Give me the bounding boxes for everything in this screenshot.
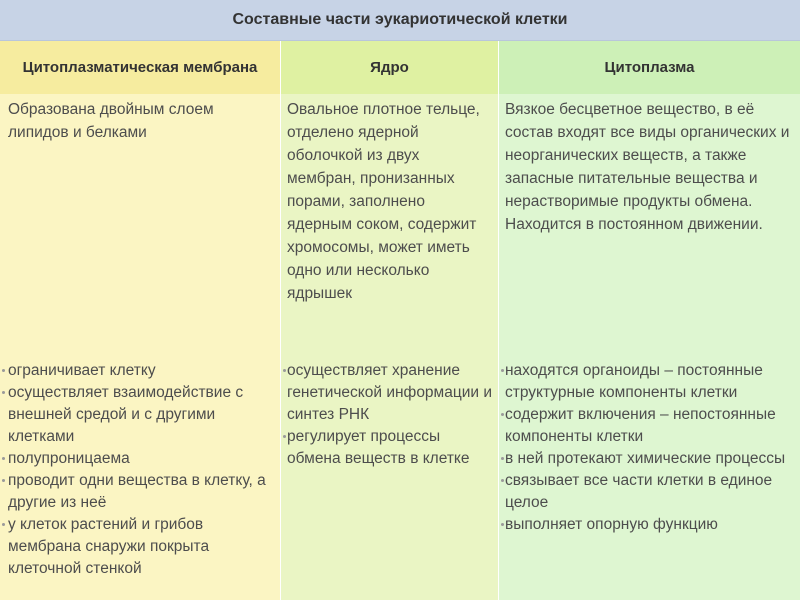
column-divider xyxy=(280,41,281,600)
list-item: ограничивает клетку xyxy=(0,360,274,382)
column-membrane xyxy=(0,41,280,600)
list-item: проводит одни вещества в клетку, а другие из неё xyxy=(0,470,274,514)
cytoplasm-description: Вязкое бесцветное вещество, в её состав входят все виды органических и неорганических веществ, а также запасные питательные вещества и нерастворимые продукты обмена. Находится в постоянном движении. xyxy=(505,101,790,233)
membrane-functions-list xyxy=(0,360,280,580)
column-cytoplasm xyxy=(499,41,800,600)
list-item: находятся органоиды – постоянные структурные компоненты клетки xyxy=(499,360,794,404)
column-nucleus xyxy=(281,41,498,600)
column-header-nucleus: Ядро xyxy=(281,41,498,94)
list-item: полупроницаема xyxy=(0,448,274,470)
cytoplasm-functions-list xyxy=(499,360,800,536)
membrane-description: Образована двойным слоем липидов и белками xyxy=(8,101,214,141)
table-title: Составные части эукариотической клетки xyxy=(0,0,800,41)
list-item: у клеток растений и грибов мембрана снаружи покрыта клеточной стенкой xyxy=(0,514,274,580)
list-item: содержит включения – непостоянные компоненты клетки xyxy=(499,404,794,448)
nucleus-description: Овальное плотное тельце, отделено ядерной оболочкой из двух мембран, пронизанных порами, заполнено ядерным соком, содержит хромосомы, может иметь одно или несколько ядрышек xyxy=(287,101,480,302)
list-item: регулирует процессы обмена веществ в клетке xyxy=(281,426,492,470)
column-divider xyxy=(498,41,499,600)
nucleus-functions-list xyxy=(281,360,498,470)
column-header-membrane: Цитоплазматическая мембрана xyxy=(0,41,280,94)
column-header-cytoplasm: Цитоплазма xyxy=(499,41,800,94)
list-item: осуществляет хранение генетической информации и синтез РНК xyxy=(281,360,492,426)
list-item: связывает все части клетки в единое целое xyxy=(499,470,794,514)
list-item: осуществляет взаимодействие с внешней средой и с другими клетками xyxy=(0,382,274,448)
list-item: выполняет опорную функцию xyxy=(499,514,794,536)
list-item: в ней протекают химические процессы xyxy=(499,448,794,470)
